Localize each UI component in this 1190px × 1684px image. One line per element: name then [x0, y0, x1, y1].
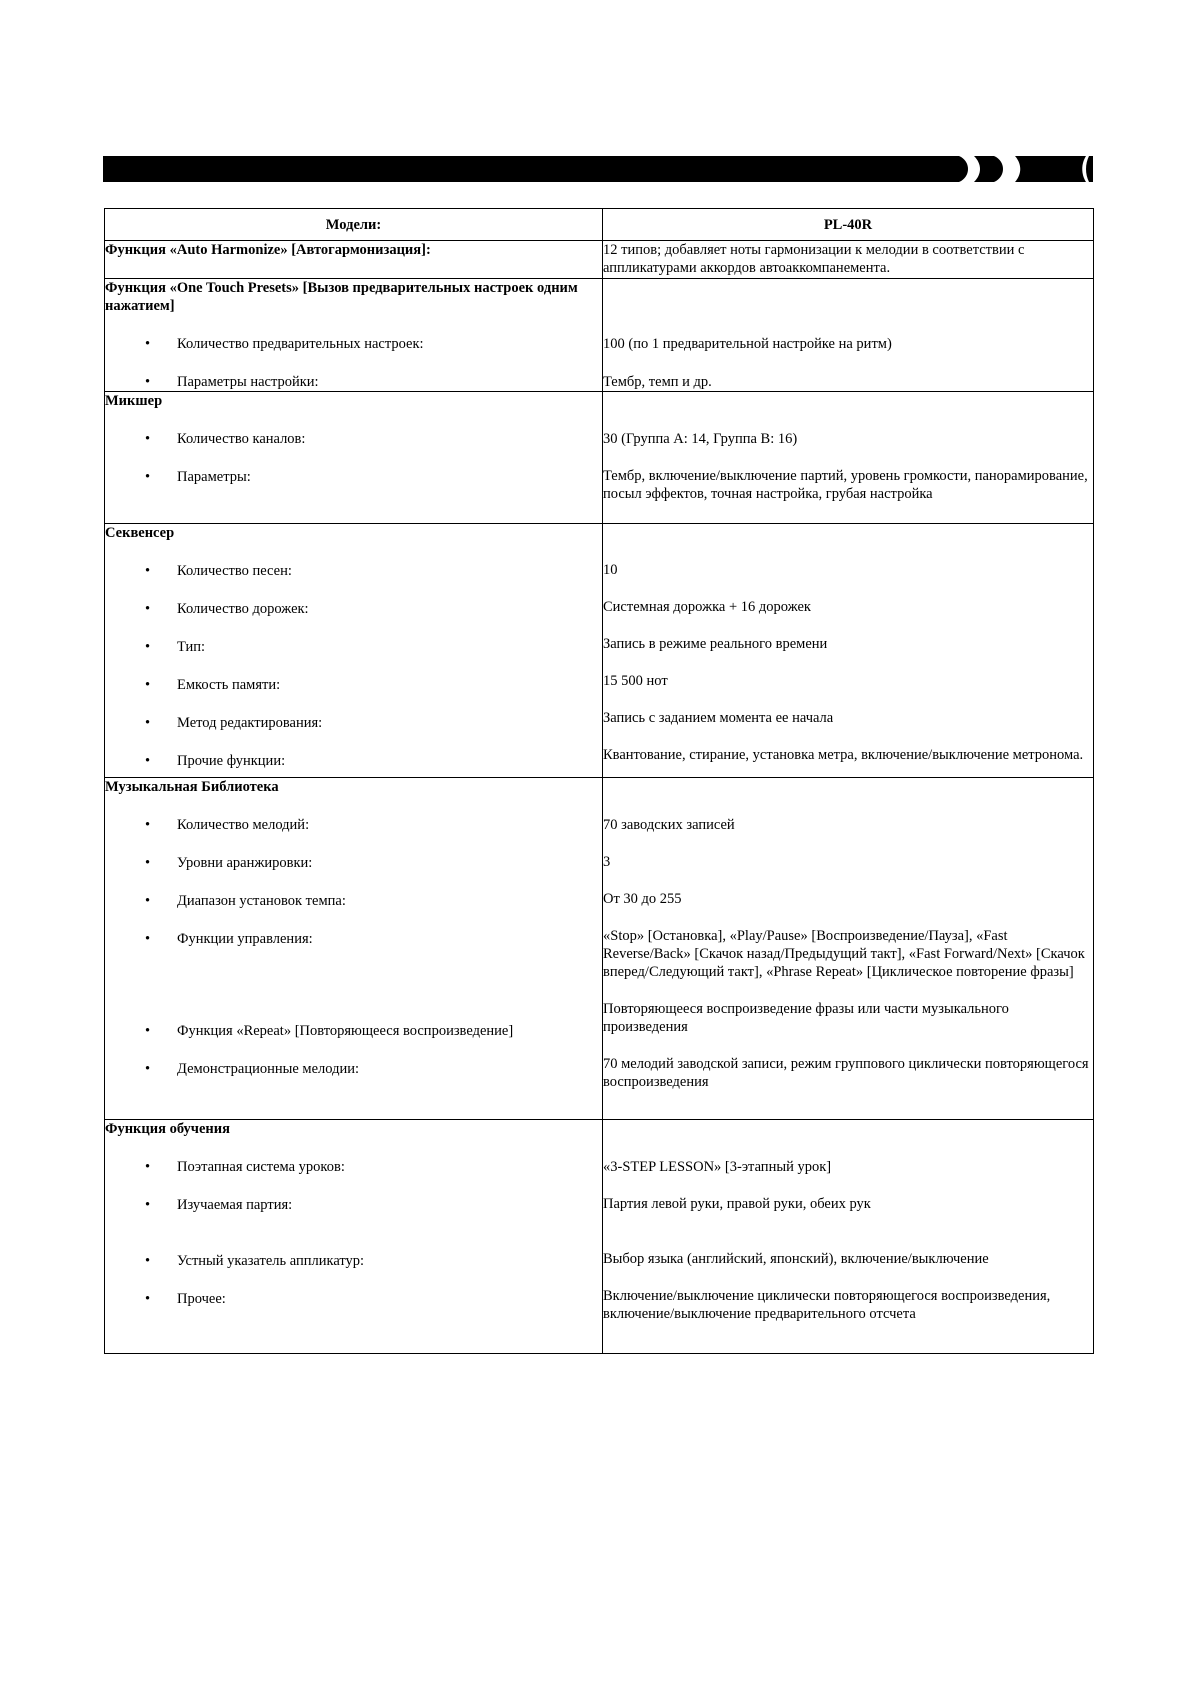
header-model-name: PL-40R [603, 209, 1094, 241]
item-value: Партия левой руки, правой руки, обеих рук [603, 1196, 871, 1212]
item-value: Квантование, стирание, установка метра, включение/выключение метронома. [603, 747, 1084, 763]
item-value: «3-STEP LESSON» [3-этапный урок] [603, 1159, 832, 1175]
list-item [105, 1060, 602, 1078]
list-item [105, 335, 602, 353]
item-label: Функция «Repeat» [Повторяющееся воспроизведение] [177, 1023, 514, 1039]
mixer-title: Микшер [105, 393, 163, 409]
bullet-icon: • [145, 336, 151, 352]
row-music-library [105, 778, 1094, 1120]
auto-harmonize-label: Функция «Auto Harmonize» [Автогармонизация]: [105, 242, 431, 258]
row-one-touch-presets [105, 279, 1094, 392]
bullet-icon: • [145, 1061, 151, 1077]
item-value: «Stop» [Остановка], «Play/Pause» [Воспроизведение/Пауза], «Fast Reverse/Back» [Скачок назад/Предыдущий такт], «Fast Forward/Next» [Скачок вперед/Следующий такт], «Phrase Repeat» [Циклическое повторение фразы] [603, 928, 1085, 980]
list-item [105, 930, 602, 948]
item-value: 10 [603, 562, 618, 578]
lesson-title: Функция обучения [105, 1121, 230, 1137]
item-value: Системная дорожка + 16 дорожек [603, 599, 811, 615]
list-item [105, 600, 602, 618]
list-item [105, 714, 602, 732]
list-item [105, 676, 602, 694]
list-item [105, 468, 602, 486]
bullet-icon: • [145, 1291, 151, 1307]
item-value: Запись с заданием момента ее начала [603, 710, 834, 726]
row-mixer [105, 392, 1094, 524]
list-item [105, 373, 602, 391]
auto-harmonize-value: 12 типов; добавляет ноты гармонизации к мелодии в соответствии с аппликатурами аккордов автоаккомпанемента. [603, 242, 1025, 276]
item-value: 3 [603, 854, 611, 870]
item-label: Изучаемая партия: [177, 1197, 293, 1213]
row-auto-harmonize [105, 241, 1094, 279]
list-item [105, 1290, 602, 1308]
item-value: 70 заводских записей [603, 817, 735, 833]
item-value: Тембр, включение/выключение партий, уровень громкости, панорамирование, посыл эффектов, точная настройка, грубая настройка [603, 468, 1088, 502]
item-label: Параметры настройки: [177, 374, 319, 390]
item-label: Метод редактирования: [177, 715, 323, 731]
list-item [105, 1252, 602, 1270]
item-value: Повторяющееся воспроизведение фразы или части музыкального произведения [603, 1001, 1009, 1035]
spec-table [104, 208, 1094, 1354]
row-lesson-function [105, 1120, 1094, 1354]
item-value: 100 (по 1 предварительной настройке на ритм) [603, 336, 892, 352]
item-label: Устный указатель аппликатур: [177, 1253, 365, 1269]
item-label: Функции управления: [177, 931, 313, 947]
item-label: Тип: [177, 639, 206, 655]
item-value: Включение/выключение циклически повторяющегося воспроизведения, включение/выключение предварительного отсчета [603, 1288, 1051, 1322]
bullet-icon: • [145, 1253, 151, 1269]
bullet-icon: • [145, 1023, 151, 1039]
list-item [105, 562, 602, 580]
list-item [105, 1196, 602, 1214]
bullet-icon: • [145, 677, 151, 693]
header-bar [103, 156, 1093, 182]
item-label: Диапазон установок темпа: [177, 893, 346, 909]
table-header-row [105, 209, 1094, 241]
item-label: Количество песен: [177, 563, 292, 579]
bullet-icon: • [145, 639, 151, 655]
row-sequencer [105, 524, 1094, 778]
item-value: 15 500 нот [603, 673, 668, 689]
bullet-icon: • [145, 374, 151, 390]
list-item [105, 1158, 602, 1176]
one-touch-title: Функция «One Touch Presets» [Вызов предварительных настроек одним нажатием] [105, 280, 578, 314]
sequencer-title: Секвенсер [105, 525, 175, 541]
bullet-icon: • [145, 563, 151, 579]
bullet-icon: • [145, 1197, 151, 1213]
list-item [105, 1022, 602, 1040]
list-item [105, 816, 602, 834]
list-item [105, 892, 602, 910]
item-label: Поэтапная система уроков: [177, 1159, 345, 1175]
list-item [105, 638, 602, 656]
item-value: Выбор языка (английский, японский), включение/выключение [603, 1251, 989, 1267]
item-value: Запись в режиме реального времени [603, 636, 828, 652]
bullet-icon: • [145, 753, 151, 769]
bullet-icon: • [145, 431, 151, 447]
item-label: Прочее: [177, 1291, 226, 1307]
item-label: Количество дорожек: [177, 601, 309, 617]
header-models: Модели: [105, 209, 603, 241]
item-value: От 30 до 255 [603, 891, 682, 907]
item-label: Параметры: [177, 469, 251, 485]
bullet-icon: • [145, 931, 151, 947]
list-item [105, 752, 602, 770]
bullet-icon: • [145, 893, 151, 909]
bullet-icon: • [145, 715, 151, 731]
item-label: Емкость памяти: [177, 677, 281, 693]
bullet-icon: • [145, 469, 151, 485]
header-bar-graphic [103, 156, 1093, 182]
bullet-icon: • [145, 817, 151, 833]
library-title: Музыкальная Библиотека [105, 779, 279, 795]
item-label: Количество мелодий: [177, 817, 310, 833]
item-label: Прочие функции: [177, 753, 286, 769]
item-value: 30 (Группа А: 14, Группа В: 16) [603, 431, 798, 447]
list-item [105, 854, 602, 872]
item-label: Количество каналов: [177, 431, 306, 447]
item-value: Тембр, темп и др. [603, 374, 712, 390]
item-value: 70 мелодий заводской записи, режим группового циклически повторяющегося воспроизведения [603, 1056, 1089, 1090]
list-item [105, 430, 602, 448]
bullet-icon: • [145, 855, 151, 871]
item-label: Демонстрационные мелодии: [177, 1061, 360, 1077]
item-label: Уровни аранжировки: [177, 855, 313, 871]
bullet-icon: • [145, 1159, 151, 1175]
bullet-icon: • [145, 601, 151, 617]
item-label: Количество предварительных настроек: [177, 336, 424, 352]
